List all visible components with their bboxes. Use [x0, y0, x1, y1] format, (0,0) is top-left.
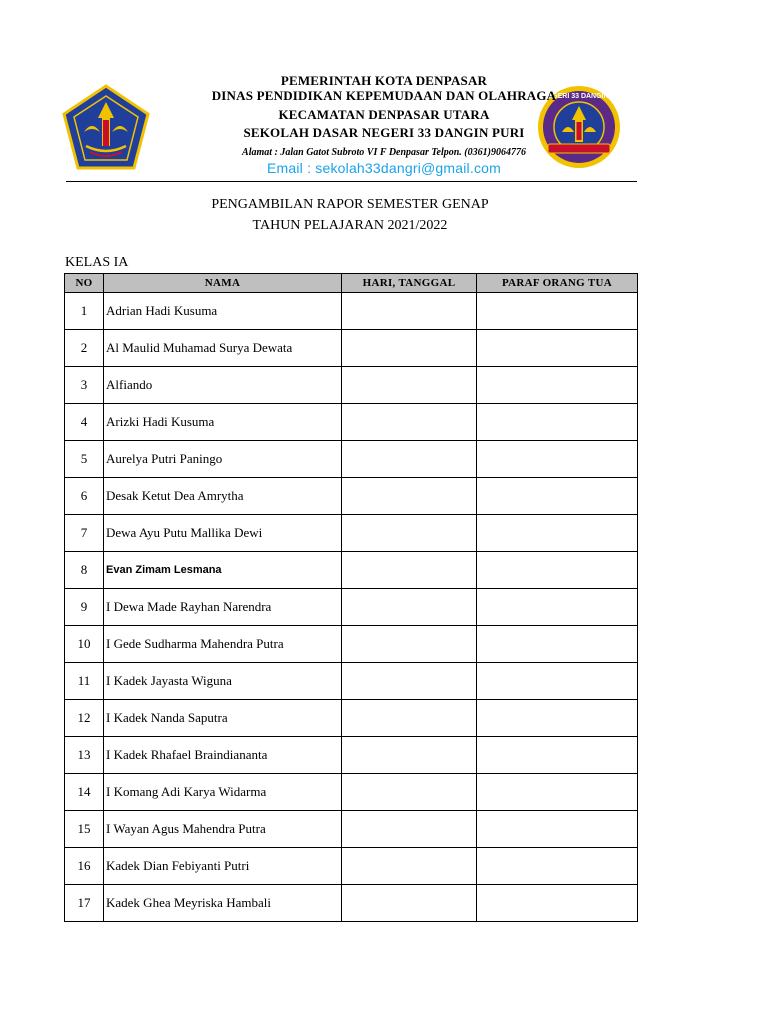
signature-cell[interactable] — [477, 811, 638, 848]
table-row — [65, 774, 638, 811]
date-cell[interactable] — [342, 367, 477, 404]
table-row — [65, 737, 638, 774]
table-row — [65, 589, 638, 626]
date-cell[interactable] — [342, 293, 477, 330]
row-number: 3 — [65, 367, 104, 404]
class-label: KELAS IA — [65, 255, 129, 270]
document-title: PENGAMBILAN RAPOR SEMESTER GENAP — [211, 197, 489, 212]
student-name: Alfiando — [104, 367, 342, 404]
student-name: I Wayan Agus Mahendra Putra — [104, 811, 342, 848]
student-name: I Kadek Jayasta Wiguna — [104, 663, 342, 700]
header-divider — [66, 181, 637, 182]
student-name: Aurelya Putri Paningo — [104, 441, 342, 478]
table-row — [65, 478, 638, 515]
student-name: Evan Zimam Lesmana — [104, 552, 342, 589]
table-header-row — [65, 274, 638, 293]
table-row — [65, 885, 638, 922]
table-row — [65, 848, 638, 885]
student-name: I Dewa Made Rayhan Narendra — [104, 589, 342, 626]
table-row — [65, 441, 638, 478]
student-name: I Komang Adi Karya Widarma — [104, 774, 342, 811]
row-number: 14 — [65, 774, 104, 811]
date-cell[interactable] — [342, 848, 477, 885]
signature-cell[interactable] — [477, 774, 638, 811]
student-name: Arizki Hadi Kusuma — [104, 404, 342, 441]
school-logo-text: SD NEGERI 33 DANGIN PURI — [530, 93, 628, 100]
signature-cell[interactable] — [477, 885, 638, 922]
date-cell[interactable] — [342, 700, 477, 737]
row-number: 4 — [65, 404, 104, 441]
email-link[interactable]: Email : sekolah33dangri@gmail.com — [266, 160, 502, 176]
signature-cell[interactable] — [477, 737, 638, 774]
date-cell[interactable] — [342, 552, 477, 589]
student-name: Desak Ketut Dea Amrytha — [104, 478, 342, 515]
date-cell[interactable] — [342, 774, 477, 811]
row-number: 7 — [65, 515, 104, 552]
student-name: I Kadek Rhafael Braindiananta — [104, 737, 342, 774]
signature-cell[interactable] — [477, 663, 638, 700]
table-row — [65, 811, 638, 848]
table-row — [65, 293, 638, 330]
table-row — [65, 663, 638, 700]
header-nama: NAMA — [104, 274, 342, 293]
student-name: Kadek Ghea Meyriska Hambali — [104, 885, 342, 922]
signature-cell[interactable] — [477, 293, 638, 330]
table-row — [65, 515, 638, 552]
table-row — [65, 700, 638, 737]
row-number: 15 — [65, 811, 104, 848]
student-name: I Gede Sudharma Mahendra Putra — [104, 626, 342, 663]
attendance-table — [64, 273, 638, 922]
row-number: 9 — [65, 589, 104, 626]
signature-cell[interactable] — [477, 589, 638, 626]
row-number: 2 — [65, 330, 104, 367]
student-name: Al Maulid Muhamad Surya Dewata — [104, 330, 342, 367]
date-cell[interactable] — [342, 478, 477, 515]
row-number: 11 — [65, 663, 104, 700]
header-department: DINAS PENDIDIKAN KEPEMUDAAN DAN OLAHRAGA — [211, 88, 557, 103]
table-row — [65, 626, 638, 663]
signature-cell[interactable] — [477, 700, 638, 737]
row-number: 5 — [65, 441, 104, 478]
row-number: 13 — [65, 737, 104, 774]
date-cell[interactable] — [342, 885, 477, 922]
student-name: Adrian Hadi Kusuma — [104, 293, 342, 330]
signature-cell[interactable] — [477, 404, 638, 441]
row-number: 8 — [65, 552, 104, 589]
table-row — [65, 367, 638, 404]
date-cell[interactable] — [342, 330, 477, 367]
header-government: PEMERINTAH KOTA DENPASAR — [280, 73, 488, 88]
signature-cell[interactable] — [477, 552, 638, 589]
signature-cell[interactable] — [477, 441, 638, 478]
date-cell[interactable] — [342, 626, 477, 663]
date-cell[interactable] — [342, 811, 477, 848]
student-name: Dewa Ayu Putu Mallika Dewi — [104, 515, 342, 552]
header-school: SEKOLAH DASAR NEGERI 33 DANGIN PURI — [243, 125, 525, 140]
header-no: NO — [65, 274, 104, 293]
table-row — [65, 330, 638, 367]
header-district: KECAMATAN DENPASAR UTARA — [278, 107, 490, 122]
header-hari-tanggal: HARI, TANGGAL — [342, 274, 477, 293]
row-number: 16 — [65, 848, 104, 885]
signature-cell[interactable] — [477, 478, 638, 515]
date-cell[interactable] — [342, 404, 477, 441]
academic-year: TAHUN PELAJARAN 2021/2022 — [252, 218, 448, 233]
date-cell[interactable] — [342, 515, 477, 552]
student-name: I Kadek Nanda Saputra — [104, 700, 342, 737]
header-address: Alamat : Jalan Gatot Subroto VI F Denpasar Telpon. (0361)9064776 — [242, 147, 526, 158]
row-number: 1 — [65, 293, 104, 330]
table-row — [65, 552, 638, 589]
date-cell[interactable] — [342, 441, 477, 478]
table-body — [65, 293, 638, 922]
signature-cell[interactable] — [477, 367, 638, 404]
signature-cell[interactable] — [477, 515, 638, 552]
signature-cell[interactable] — [477, 626, 638, 663]
signature-cell[interactable] — [477, 330, 638, 367]
student-name: Kadek Dian Febiyanti Putri — [104, 848, 342, 885]
header-paraf: PARAF ORANG TUA — [477, 274, 638, 293]
row-number: 12 — [65, 700, 104, 737]
date-cell[interactable] — [342, 737, 477, 774]
row-number: 17 — [65, 885, 104, 922]
table-row — [65, 404, 638, 441]
date-cell[interactable] — [342, 663, 477, 700]
signature-cell[interactable] — [477, 848, 638, 885]
row-number: 6 — [65, 478, 104, 515]
row-number: 10 — [65, 626, 104, 663]
date-cell[interactable] — [342, 589, 477, 626]
header-email[interactable] — [0, 159, 768, 177]
